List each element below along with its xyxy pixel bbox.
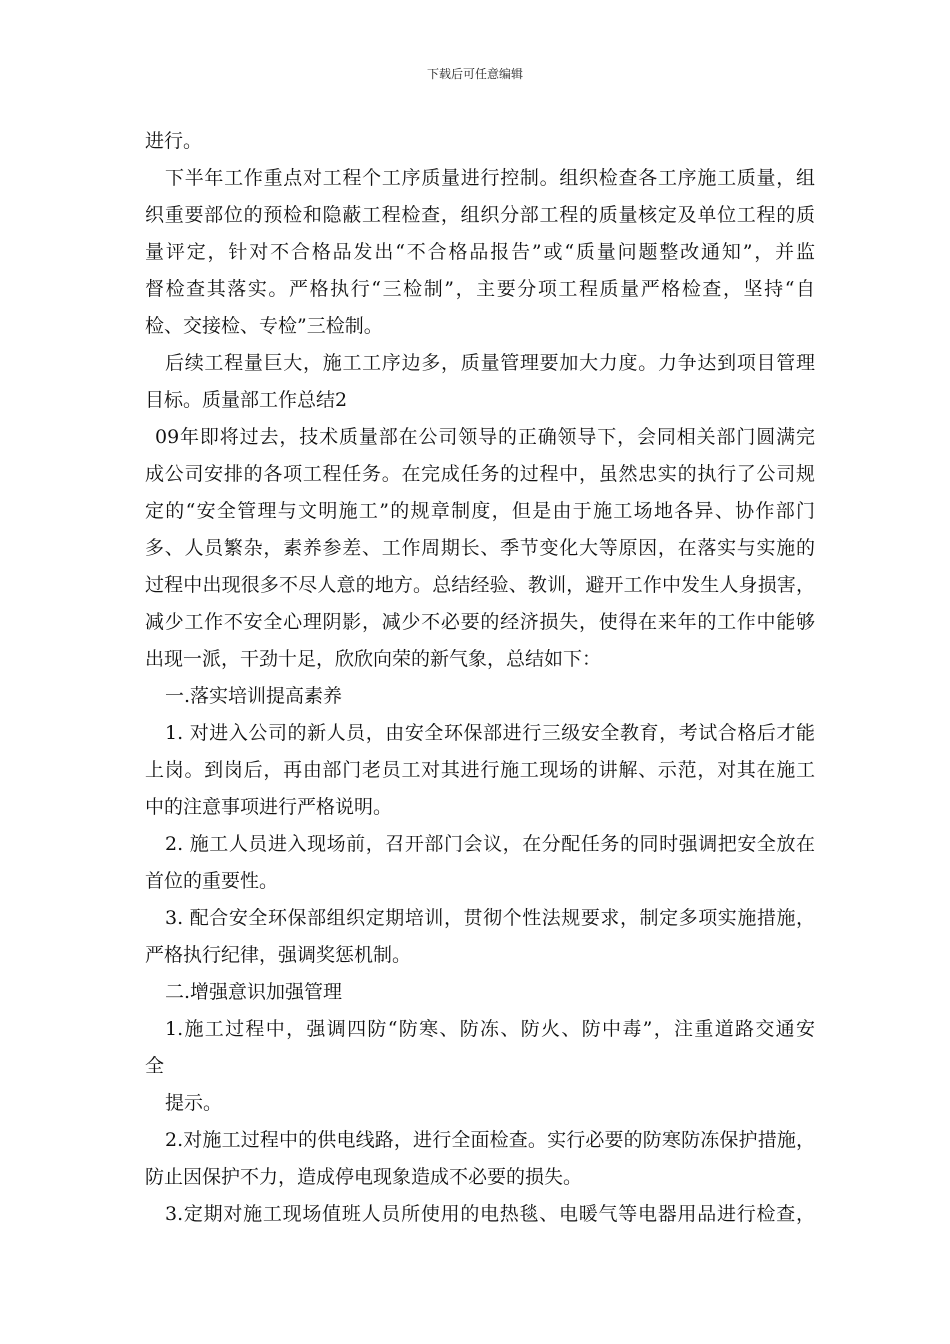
text-line: 目标。质量部工作总结2: [145, 389, 348, 411]
text-line: 中的注意事项进行严格说明。: [145, 796, 393, 818]
text-line: 一.落实培训提高素养: [165, 685, 343, 707]
text-line: 下半年工作重点对工程个工序质量进行控制。组织检查各工序施工质量，组: [165, 167, 815, 189]
text-line: 2. 施工人员进入现场前，召开部门会议，在分配任务的同时强调把安全放在: [165, 833, 815, 855]
text-line: 提示。: [165, 1092, 223, 1114]
text-line: 织重要部位的预检和隐蔽工程检查，组织分部工程的质量核定及单位工程的质: [145, 204, 815, 226]
text-line: 督检查其落实。严格执行“三检制”，主要分项工程质量严格检查，坚持“自: [145, 278, 815, 300]
text-line: 严格执行纪律，强调奖惩机制。: [145, 944, 412, 966]
text-line: 量评定，针对不合格品发出“不合格品报告”或“质量问题整改通知”，并监: [145, 241, 815, 263]
text-line: 1.施工过程中，强调四防“防寒、防冻、防火、防中毒”，注重道路交通安: [165, 1018, 815, 1040]
text-line: 2.对施工过程中的供电线路，进行全面检查。实行必要的防寒防冻保护措施，: [165, 1129, 815, 1151]
text-line: 1. 对进入公司的新人员，由安全环保部进行三级安全教育，考试合格后才能: [165, 722, 815, 744]
text-line: 检、交接检、专检”三检制。: [145, 315, 383, 337]
text-line: 多、人员繁杂，素养参差、工作周期长、季节变化大等原因，在落实与实施的: [145, 537, 815, 559]
text-line: 进行。: [145, 130, 203, 152]
text-line: 全: [145, 1055, 165, 1077]
text-line: 过程中出现很多不尽人意的地方。总结经验、教训，避开工作中发生人身损害，: [145, 574, 815, 596]
text-line: 3.定期对施工现场值班人员所使用的电热毯、电暖气等电器用品进行检查，: [165, 1203, 815, 1225]
page-header-note: 下载后可任意编辑: [426, 67, 523, 81]
text-line: 首位的重要性。: [145, 870, 279, 892]
text-line: 二.增强意识加强管理: [165, 981, 343, 1003]
text-line: 3. 配合安全环保部组织定期培训，贯彻个性法规要求，制定多项实施措施，: [165, 907, 815, 929]
text-line: 防止因保护不力，造成停电现象造成不必要的损失。: [145, 1166, 583, 1188]
text-line: 上岗。到岗后，再由部门老员工对其进行施工现场的讲解、示范，对其在施工: [145, 759, 815, 781]
text-line: 后续工程量巨大，施工工序边多，质量管理要加大力度。力争达到项目管理: [165, 352, 815, 374]
text-line: 成公司安排的各项工程任务。在完成任务的过程中，虽然忠实的执行了公司规: [145, 463, 815, 485]
text-line: 09年即将过去，技术质量部在公司领导的正确领导下，会同相关部门圆满完: [155, 426, 815, 448]
text-line: 减少工作不安全心理阴影，减少不必要的经济损失，使得在来年的工作中能够: [145, 611, 815, 633]
document-body: [145, 126, 815, 1236]
text-line: 出现一派，干劲十足，欣欣向荣的新气象，总结如下：: [145, 648, 602, 670]
text-line: 定的“安全管理与文明施工”的规章制度，但是由于施工场地各异、协作部门: [145, 500, 815, 522]
